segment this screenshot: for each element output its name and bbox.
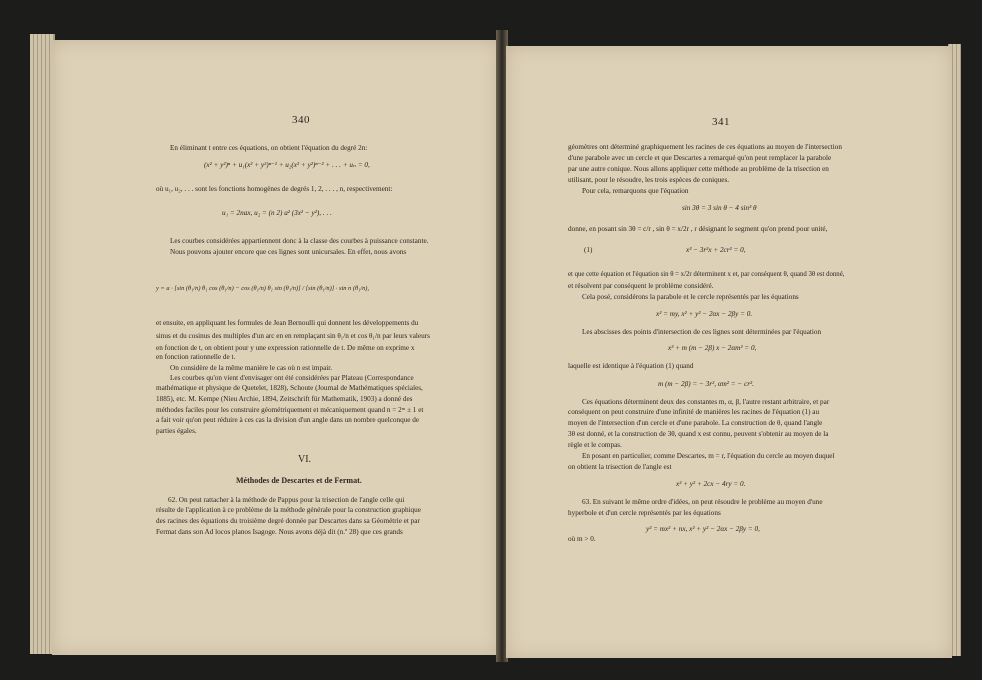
equation: u₁ = 2nax, u₂ = (n 2) a² (3x² − y²), . . . (222, 209, 332, 217)
text-line: Les courbes considérées appartiennent donc à la classe des courbes à puissance constante. (170, 237, 429, 245)
text-line: on obtient la trisection de l'angle est (568, 463, 672, 471)
right-page (506, 46, 952, 658)
text-line: 62. On peut rattacher à la méthode de Pappus pour la trisection de l'angle celle qui (168, 496, 405, 504)
text-line: en fonction de t, on obtient pour y une expression rationnelle de t. De même on exprime x (156, 344, 415, 352)
text-line: moyen de l'intersection d'un cercle et d'une parabole. La construction de θ, quand l'angle (568, 419, 823, 427)
equation: x² + y² + 2cx − 4ry = 0. (676, 480, 746, 488)
text-line: a fait voir qu'on peut réduire à ces cas la division d'un angle dans un nombre quelconque de (156, 416, 420, 424)
section-number: VI. (298, 454, 312, 465)
equation: y² = mx² + nx, x² + y² − 2αx − 2βy = 0, (646, 525, 760, 533)
equation: m (m − 2β) = − 3r², αm² = − cr². (658, 380, 754, 388)
text-line: parties égales. (156, 427, 197, 435)
text-line: Pour cela, remarquons que l'équation (582, 187, 689, 195)
text-line: sinus et du cosinus des multiples d'un arc en en remplaçant sin θ₁/n et cos θ₁/n par leurs valeurs (156, 332, 430, 340)
text-line: Fermat dans son Ad locos planos Isagoge. Nous avons déjà dit (n.º 28) que ces grands (156, 528, 403, 536)
text-line: hyperbole et d'un cercle représentés par les équations (568, 509, 721, 517)
page-number: 340 (292, 114, 310, 126)
text-line: Ces équations déterminent deux des constantes m, α, β, l'autre restant arbitraire, et par (582, 398, 830, 406)
text-line: des racines des équations du troisième degré donnée par Descartes dans sa Géométrie et par (156, 517, 420, 525)
equation: sin 3θ = 3 sin θ − 4 sin³ θ (682, 204, 757, 212)
text-line: 1885), etc. M. Kempe (Nieu Archie, 1894, Zeitschrift für Mathematik, 1903) a donné des (156, 395, 413, 403)
text-line: et que cette équation et l'équation sin θ = x/2r déterminent x et, par conséquent θ, quand 3θ est donné, (568, 271, 845, 278)
text-line: où u₁, u₂, . . . sont les fonctions homogènes de degrés 1, 2, . . . , n, respectivement: (156, 185, 393, 193)
equation: (x² + y²)ⁿ + u₁(x² + y²)ⁿ⁻¹ + u₂(x² + y²)ⁿ⁻² + . . . + uₙ = 0, (204, 161, 370, 169)
section-title: Méthodes de Descartes et de Fermat. (236, 476, 362, 485)
text-line: règle et le compas. (568, 441, 622, 449)
text-line: En éliminant t entre ces équations, on obtient l'équation du degré 2n: (170, 144, 368, 152)
text-line: où m > 0. (568, 535, 596, 543)
text-line: En posant en particulier, comme Descartes, m = r, l'équation du cercle au moyen duquel (582, 452, 835, 460)
text-line: et ensuite, en appliquant les formules de Jean Bernoulli qui donnent les développements du (156, 319, 419, 327)
equation: x² = my, x² + y² − 2αx − 2βy = 0. (656, 310, 753, 318)
text-line: en fonction rationnelle de t. (156, 353, 236, 361)
text-line: On considère de la même manière le cas où n est impair. (170, 364, 333, 372)
text-line: Les courbes qu'on vient d'envisager ont été considérées par Plateau (Correspondance (170, 374, 414, 382)
text-line: 3θ est donné, et la construction de 3θ, quand x est connu, peuvent s'obtenir au moyen de la (568, 430, 829, 438)
equation-number: (1) (584, 246, 593, 254)
text-line: par une autre conique. Nous allons appliquer cette méthode au problème de la trisection en (568, 165, 829, 173)
text-line: résulte de l'application à ce problème de la méthode générale pour la construction graphique (156, 506, 421, 514)
page-number: 341 (712, 116, 730, 128)
equation: y = a · [sin (θ₁/n) θ₁ cos (θ₁/n) − cos (θ₁/n) θ₁ sin (θ₁/n)] / [sin (θ₁/n)] · sin n (θ₁/n), (156, 285, 370, 292)
text-line: donne, en posant sin 3θ = c/r , sin θ = x/2r , r désignant le segment qu'on prend pour unité, (568, 225, 828, 233)
text-line: utilisant, pour le résoudre, les trois espèces de coniques. (568, 176, 730, 184)
text-line: mathématique et physique de Quetelet, 1828), Schoute (Journal de Mathématiques spéciales, (156, 384, 423, 392)
text-line: et résolvent par conséquent le problème considéré. (568, 282, 714, 290)
text-line: conséquent on peut construire d'une infinité de manières les racines de l'équation (1) au (568, 408, 820, 416)
text-line: 63. En suivant le même ordre d'idées, on peut résoudre le problème au moyen d'une (582, 498, 823, 506)
text-line: Nous pouvons ajouter encore que ces lignes sont unicursales. En effet, nous avons (170, 248, 407, 256)
equation: x³ + m (m − 2β) x − 2αm² = 0, (668, 344, 757, 352)
text-line: méthodes faciles pour les construire géométriquement et mécaniquement quand n = 2ᵐ ± 1 et (156, 406, 424, 414)
text-line: Cela posé, considérons la parabole et le cercle représentés par les équations (582, 293, 799, 301)
text-line: laquelle est identique à l'équation (1) quand (568, 362, 694, 370)
text-line: d'une parabole avec un cercle et que Descartes a remarqué qu'on peut remplacer la parabole (568, 154, 832, 162)
equation: x³ − 3r²x + 2cr² = 0, (686, 246, 746, 254)
text-line: géomètres ont déterminé graphiquement les racines de ces équations au moyen de l'intersection (568, 143, 842, 151)
text-line: Les abscisses des points d'intersection de ces lignes sont déterminées par l'équation (582, 328, 822, 336)
left-page (52, 40, 498, 655)
